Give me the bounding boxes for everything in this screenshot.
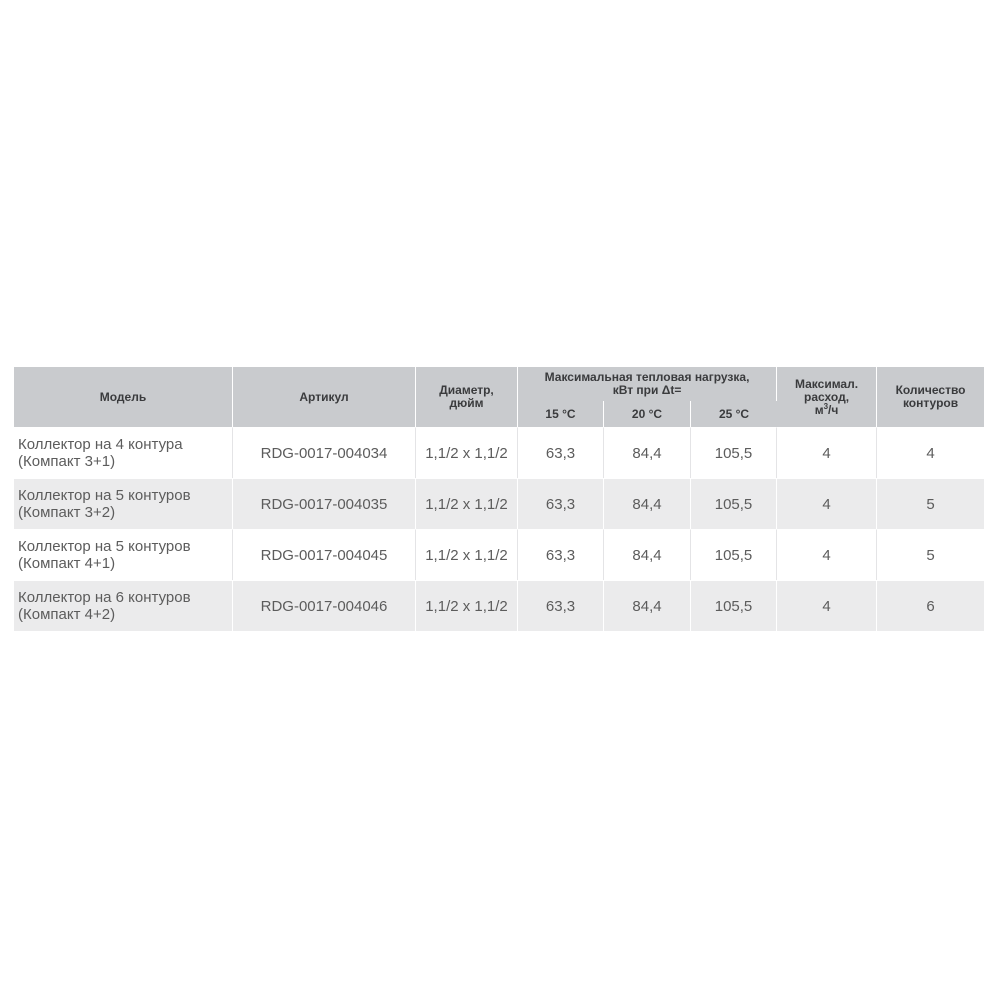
header-count-line1: Количество — [895, 383, 966, 397]
cell-diameter: 1,1/2 x 1,1/2 — [416, 529, 518, 580]
cell-model — [14, 478, 233, 529]
header-max-load-line2: кВт при Δt= — [612, 383, 682, 397]
cell-diameter: 1,1/2 x 1,1/2 — [416, 580, 518, 631]
cell-t25: 105,5 — [691, 427, 777, 478]
cell-t20: 84,4 — [604, 580, 691, 631]
cell-model-line1: Коллектор на 4 контура — [18, 436, 183, 453]
header-t15: 15 °C — [518, 401, 604, 427]
table-row — [14, 427, 984, 478]
cell-t20: 84,4 — [604, 427, 691, 478]
header-max-load-line1: Максимальная тепловая нагрузка, — [544, 370, 750, 384]
header-diameter-line1: Диаметр, — [439, 383, 494, 397]
cell-model-line2: (Компакт 3+2) — [18, 504, 116, 521]
header-max-load — [518, 367, 777, 401]
header-model: Модель — [14, 367, 233, 427]
cell-model — [14, 427, 233, 478]
cell-model-line2: (Компакт 4+1) — [18, 555, 116, 572]
cell-t25: 105,5 — [691, 529, 777, 580]
table-body — [14, 427, 984, 631]
table-row — [14, 529, 984, 580]
header-flow — [777, 367, 877, 427]
cell-count: 6 — [877, 580, 984, 631]
cell-article: RDG-0017-004034 — [233, 427, 416, 478]
cell-diameter: 1,1/2 x 1,1/2 — [416, 478, 518, 529]
table-row — [14, 478, 984, 529]
cell-diameter: 1,1/2 x 1,1/2 — [416, 427, 518, 478]
cell-article: RDG-0017-004046 — [233, 580, 416, 631]
cell-t25: 105,5 — [691, 580, 777, 631]
cell-model-line2: (Компакт 4+2) — [18, 606, 116, 623]
cell-model-line1: Коллектор на 5 контуров — [18, 538, 191, 555]
cell-t15: 63,3 — [518, 529, 604, 580]
cell-t25: 105,5 — [691, 478, 777, 529]
header-flow-unit — [781, 401, 872, 417]
cell-flow: 4 — [777, 478, 877, 529]
spec-table-container — [14, 367, 984, 631]
cell-model-line1: Коллектор на 5 контуров — [18, 487, 191, 504]
cell-article: RDG-0017-004045 — [233, 529, 416, 580]
spec-table — [14, 367, 984, 631]
header-flow-unit-m: м — [814, 402, 824, 417]
cell-model-line1: Коллектор на 6 контуров — [18, 589, 191, 606]
cell-t15: 63,3 — [518, 580, 604, 631]
cell-article: RDG-0017-004035 — [233, 478, 416, 529]
cell-model — [14, 580, 233, 631]
header-diameter-line2: дюйм — [449, 396, 484, 410]
cell-model — [14, 529, 233, 580]
table-row — [14, 580, 984, 631]
header-flow-unit-rest: /ч — [828, 402, 839, 417]
header-t20: 20 °C — [604, 401, 691, 427]
cell-t20: 84,4 — [604, 478, 691, 529]
cell-flow: 4 — [777, 580, 877, 631]
cell-t15: 63,3 — [518, 427, 604, 478]
cell-count: 5 — [877, 529, 984, 580]
cell-model-line2: (Компакт 3+1) — [18, 453, 116, 470]
header-t25: 25 °C — [691, 401, 777, 427]
cell-t20: 84,4 — [604, 529, 691, 580]
header-count — [877, 367, 984, 427]
cell-count: 4 — [877, 427, 984, 478]
header-count-line2: контуров — [902, 396, 959, 410]
header-flow-line2: расход, — [804, 389, 850, 404]
cell-count: 5 — [877, 478, 984, 529]
cell-flow: 4 — [777, 529, 877, 580]
header-flow-unit-sup: 3 — [823, 401, 829, 411]
header-flow-line1: Максимал. — [794, 376, 859, 391]
cell-t15: 63,3 — [518, 478, 604, 529]
table-header — [14, 367, 984, 427]
header-diameter — [416, 367, 518, 427]
header-article: Артикул — [233, 367, 416, 427]
cell-flow: 4 — [777, 427, 877, 478]
